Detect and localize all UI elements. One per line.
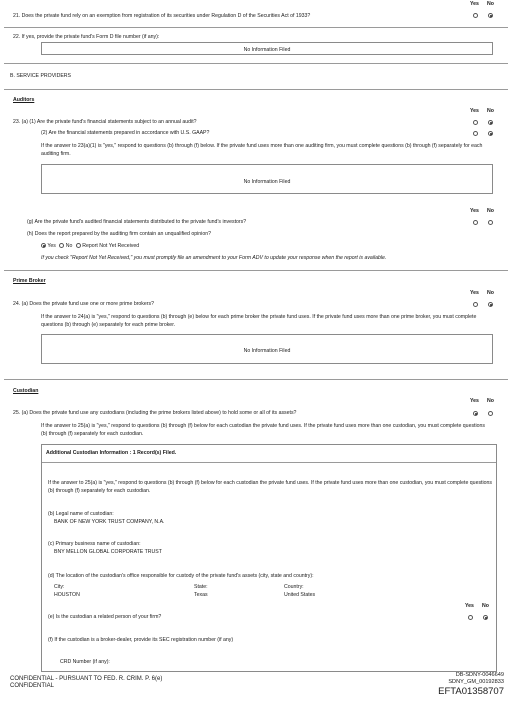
custodian-record-panel xyxy=(41,444,497,672)
q23h-no-radio[interactable] xyxy=(59,243,64,248)
q25e-yes-header: Yes xyxy=(465,603,474,609)
crd-number-label: CRD Number (if any): xyxy=(60,659,110,665)
divider xyxy=(42,462,496,463)
q24a-question: 24. (a) Does the private fund use one or more prime brokers? xyxy=(13,301,154,307)
prime-broker-no-header: No xyxy=(487,290,494,296)
q23a2-no-radio[interactable] xyxy=(488,131,493,136)
auditors-record-box xyxy=(41,164,493,194)
q25a-yes-radio[interactable] xyxy=(473,411,478,416)
footer-bates xyxy=(438,672,504,697)
q21-yes-header: Yes xyxy=(470,1,479,7)
q23a2-question: (2) Are the financial statements prepared in accordance with U.S. GAAP? xyxy=(41,130,210,136)
q25d-label: (d) The location of the custodian's office responsible for custody of the private fund's assets (city, state and country): xyxy=(48,573,314,579)
q21-no-header: No xyxy=(487,1,494,7)
q23g-no-radio[interactable] xyxy=(488,220,493,225)
custodian-heading: Custodian xyxy=(13,388,39,394)
custodian-inner-instructions: If the answer to 25(a) is "yes," respond to questions (b) through (f) below for each custodian the private fund uses. If the private fund uses more than one custodian, you must complete questions (b) through (f) separately for each custodian. xyxy=(48,480,493,494)
auditors-box-value: No Information Filed xyxy=(243,179,291,185)
footer-bates-efta: EFTA01358707 xyxy=(438,686,504,697)
q25f-question: (f) If the custodian is a broker-dealer, provide its SEC registration number (if any) xyxy=(48,637,234,643)
q25e-question: (e) Is the custodian a related person of your firm? xyxy=(48,614,162,620)
prime-broker-record-box xyxy=(41,334,493,364)
q23a1-yes-radio[interactable] xyxy=(473,120,478,125)
auditors-heading: Auditors xyxy=(13,97,35,103)
footer-bates-sdny: SDNY_GM_00192833 xyxy=(448,679,504,685)
q23g-yes-radio[interactable] xyxy=(473,220,478,225)
city-label: City: xyxy=(54,584,65,590)
q25e-yes-radio[interactable] xyxy=(468,615,473,620)
country-value: United States xyxy=(284,592,316,598)
q23h-rnyr-radio[interactable] xyxy=(76,243,81,248)
q22-value: No Information Filed xyxy=(243,46,291,53)
q23h-warning: If you check "Report Not Yet Received," you must promptly file an amendment to your Form ADV to update your response when the report is available. xyxy=(41,255,387,261)
q22-question: 22. If yes, provide the private fund's Form D file number (if any): xyxy=(13,34,160,40)
q25b-value: BANK OF NEW YORK TRUST COMPANY, N.A. xyxy=(54,519,165,525)
q25e-no-radio[interactable] xyxy=(483,615,488,620)
q24a-no-radio[interactable] xyxy=(488,302,493,307)
city-value: HOUSTON xyxy=(54,592,80,598)
footer-bates-db: DB-SDNY-0046649 xyxy=(455,672,504,678)
divider xyxy=(4,89,508,90)
q25b-label: (b) Legal name of custodian: xyxy=(48,511,114,517)
footer-confidential xyxy=(10,676,162,690)
q25e-no-header: No xyxy=(482,603,489,609)
state-value: Texas xyxy=(194,592,208,598)
q24-instructions: If the answer to 24(a) is "yes," respond to questions (b) through (e) below for each prime broker the private fund uses. If the private fund uses more than one prime broker, you must complete questions (b) through (e) separately for each prime broker. xyxy=(41,314,477,328)
custodian-yes-header: Yes xyxy=(470,398,479,404)
divider xyxy=(4,379,508,380)
prime-broker-heading: Prime Broker xyxy=(13,278,46,284)
q23a1-no-radio[interactable] xyxy=(488,120,493,125)
q25a-no-radio[interactable] xyxy=(488,411,493,416)
auditors-yes-header: Yes xyxy=(470,108,479,114)
q23h-rnyr-label: Report Not Yet Received xyxy=(82,243,140,249)
q23a2-yes-radio[interactable] xyxy=(473,131,478,136)
q22-form-d-field xyxy=(41,42,493,55)
q23-instructions: If the answer to 23(a)(1) is "yes," respond to questions (b) through (f) below. If the private fund uses more than one auditing firm, you must complete questions (b) through (f) separately for each auditing firm. xyxy=(41,143,483,157)
state-label: State: xyxy=(194,584,208,590)
q21-yes-radio[interactable] xyxy=(473,13,478,18)
q25c-value: BNY MELLON GLOBAL CORPORATE TRUST xyxy=(54,549,162,555)
divider xyxy=(4,27,508,28)
q23a1-question: 23. (a) (1) Are the private fund's financial statements subject to an annual audit? xyxy=(13,119,197,125)
prime-broker-box-value: No Information Filed xyxy=(243,348,291,354)
q25c-label: (c) Primary business name of custodian: xyxy=(48,541,141,547)
country-label: Country: xyxy=(284,584,304,590)
q23h-yes-label: Yes xyxy=(47,243,56,249)
q23h-yes-radio[interactable] xyxy=(41,243,46,248)
q23h-question: (h) Does the report prepared by the auditing firm contain an unqualified opinion? xyxy=(27,231,211,237)
footer-confidential-line1: CONFIDENTIAL - PURSUANT TO FED. R. CRIM. P. 6(e) xyxy=(10,676,163,682)
divider xyxy=(4,270,508,271)
q25a-question: 25. (a) Does the private fund use any custodians (including the prime brokers listed above) to hold some or all of its assets? xyxy=(13,410,297,416)
q23h-options xyxy=(41,243,139,249)
footer-confidential-line2: CONFIDENTIAL xyxy=(10,683,55,689)
auditors-yes-header-2: Yes xyxy=(470,208,479,214)
q23h-no-label: No xyxy=(65,243,73,249)
q21-no-radio[interactable] xyxy=(488,13,493,18)
q23g-question: (g) Are the private fund's audited financial statements distributed to the private fund's investors? xyxy=(27,219,247,225)
q21-question: 21. Does the private fund rely on an exemption from registration of its securities under Regulation D of the Securities Act of 1933? xyxy=(13,13,311,19)
q25-instructions: If the answer to 25(a) is "yes," respond to questions (b) through (f) below for each custodian the private fund uses. If the private fund uses more than one custodian, you must complete questions (b) through (f) separately for each custodian. xyxy=(41,423,486,437)
section-b-title: B. SERVICE PROVIDERS xyxy=(10,73,72,79)
prime-broker-yes-header: Yes xyxy=(470,290,479,296)
q24a-yes-radio[interactable] xyxy=(473,302,478,307)
auditors-no-header: No xyxy=(487,108,494,114)
divider xyxy=(4,63,508,64)
custodian-record-title: Additional Custodian Information : 1 Record(s) Filed. xyxy=(46,450,177,456)
auditors-no-header-2: No xyxy=(487,208,494,214)
custodian-no-header: No xyxy=(487,398,494,404)
